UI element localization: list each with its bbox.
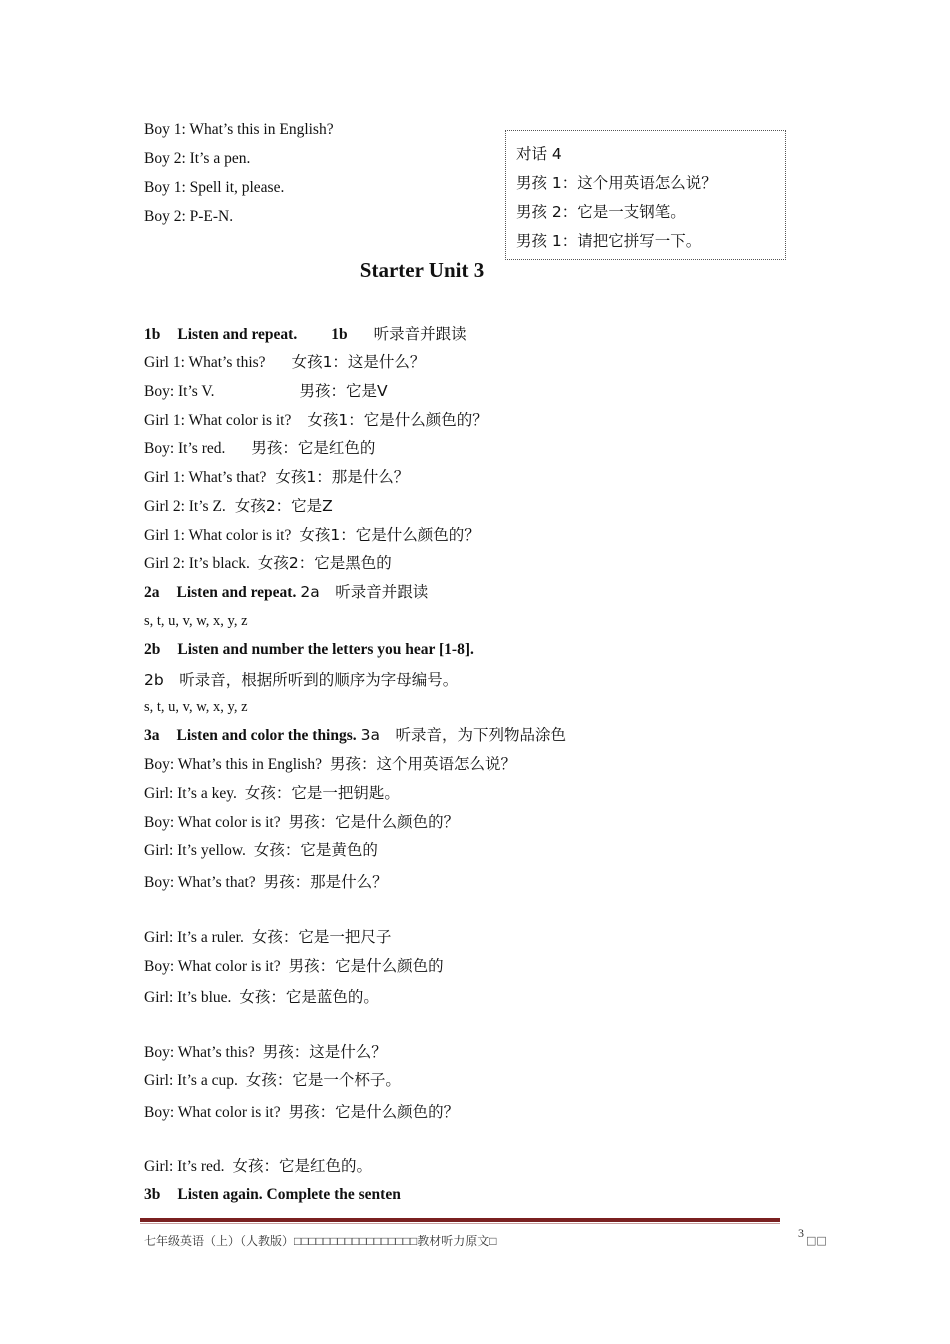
section-instruction-zh: 听录音并跟读 [373, 325, 467, 343]
letters-list: s, t, u, v, w, x, y, z [144, 613, 248, 629]
dialogue-line: Boy 2: It’s a pen. [144, 150, 251, 167]
dialogue-line: Boy: What color is it? 男孩：它是什么颜色的？ [144, 1103, 460, 1121]
section-heading-3a: 3a Listen and color the things. 3a 听录音，为下列物品涂色 [144, 726, 567, 744]
unit-title: Starter Unit 3 [359, 258, 485, 282]
dialogue-line: Girl: It’s a key. 女孩：它是一把钥匙。 [144, 784, 400, 802]
dialogue-line: Boy: What’s this? 男孩：这是什么？ [144, 1043, 387, 1061]
section-heading-1b [144, 324, 467, 345]
dialogue-line: Girl: It’s yellow. 女孩：它是黄色的 [144, 841, 378, 859]
dialogue-line: Girl: It’s a cup. 女孩：它是一个杯子。 [144, 1071, 401, 1089]
dialogue-line: Boy: What color is it? 男孩：它是什么颜色的 [144, 957, 444, 975]
dialogue-line: Boy: What’s that? 男孩：那是什么？ [144, 873, 388, 891]
section-number: 1b [144, 326, 161, 343]
dialogue-line: Boy: It’s red. 男孩：它是红色的 [144, 439, 376, 457]
page-suffix: □□ [806, 1234, 827, 1247]
footer-text: 七年级英语（上）（人教版）□□□□□□□□□□□□□□□□□教材听力原文□ [144, 1234, 497, 1248]
dialogue-line: Girl: It’s red. 女孩：它是红色的。 [144, 1157, 373, 1175]
dialogue-line: Girl 1: What’s that? 女孩1：那是什么？ [144, 468, 410, 486]
dialogue-line: Girl 1: What’s this? 女孩1：这是什么？ [144, 353, 426, 371]
dialogue-line: Boy 2: P-E-N. [144, 208, 234, 225]
translation-box [505, 130, 786, 260]
footer-rule [140, 1218, 780, 1222]
letters-list: s, t, u, v, w, x, y, z [144, 699, 248, 715]
dialogue-line: Girl: It’s blue. 女孩：它是蓝色的。 [144, 988, 379, 1006]
section-instruction: Listen and repeat. [177, 326, 298, 343]
footer-rule-thin [140, 1223, 780, 1224]
box-line: 男孩 1：这个用英语怎么说？ [516, 174, 717, 192]
dialogue-line: Girl 1: What color is it? 女孩1：它是什么颜色的？ [144, 526, 480, 544]
section-heading-2b: 2b Listen and number the letters you hear [1-8]. [144, 641, 474, 658]
dialogue-line: Girl 2: It’s black. 女孩2：它是黑色的 [144, 554, 392, 572]
dialogue-line: Boy: What’s this in English? 男孩：这个用英语怎么说？ [144, 755, 516, 773]
dialogue-line: Girl 1: What color is it? 女孩1：它是什么颜色的？ [144, 411, 488, 429]
page-number: 3 [798, 1226, 804, 1240]
section-heading-3b: 3b Listen again. Complete the senten [144, 1186, 401, 1203]
dialogue-line: Girl 2: It’s Z. 女孩2：它是Z [144, 497, 333, 515]
section-heading-2a: 2a Listen and repeat. 2a 听录音并跟读 [144, 583, 429, 601]
box-line: 男孩 2：它是一支钢笔。 [516, 203, 686, 221]
dialogue-line: Boy 1: Spell it, please. [144, 179, 285, 196]
section-instruction-zh: 2b 听录音，根据所听到的顺序为字母编号。 [144, 671, 459, 689]
dialogue-line: Boy: It’s V. 男孩：它是V [144, 382, 388, 400]
dialogue-line: Girl: It’s a ruler. 女孩：它是一把尺子 [144, 928, 392, 946]
dialogue-line: Boy 1: What’s this in English? [144, 121, 334, 138]
dialogue-line: Boy: What color is it? 男孩：它是什么颜色的？ [144, 813, 460, 831]
box-line: 男孩 1：请把它拼写一下。 [516, 232, 702, 250]
box-heading: 对话 4 [516, 145, 562, 163]
section-number-zh: 1b [331, 326, 348, 343]
